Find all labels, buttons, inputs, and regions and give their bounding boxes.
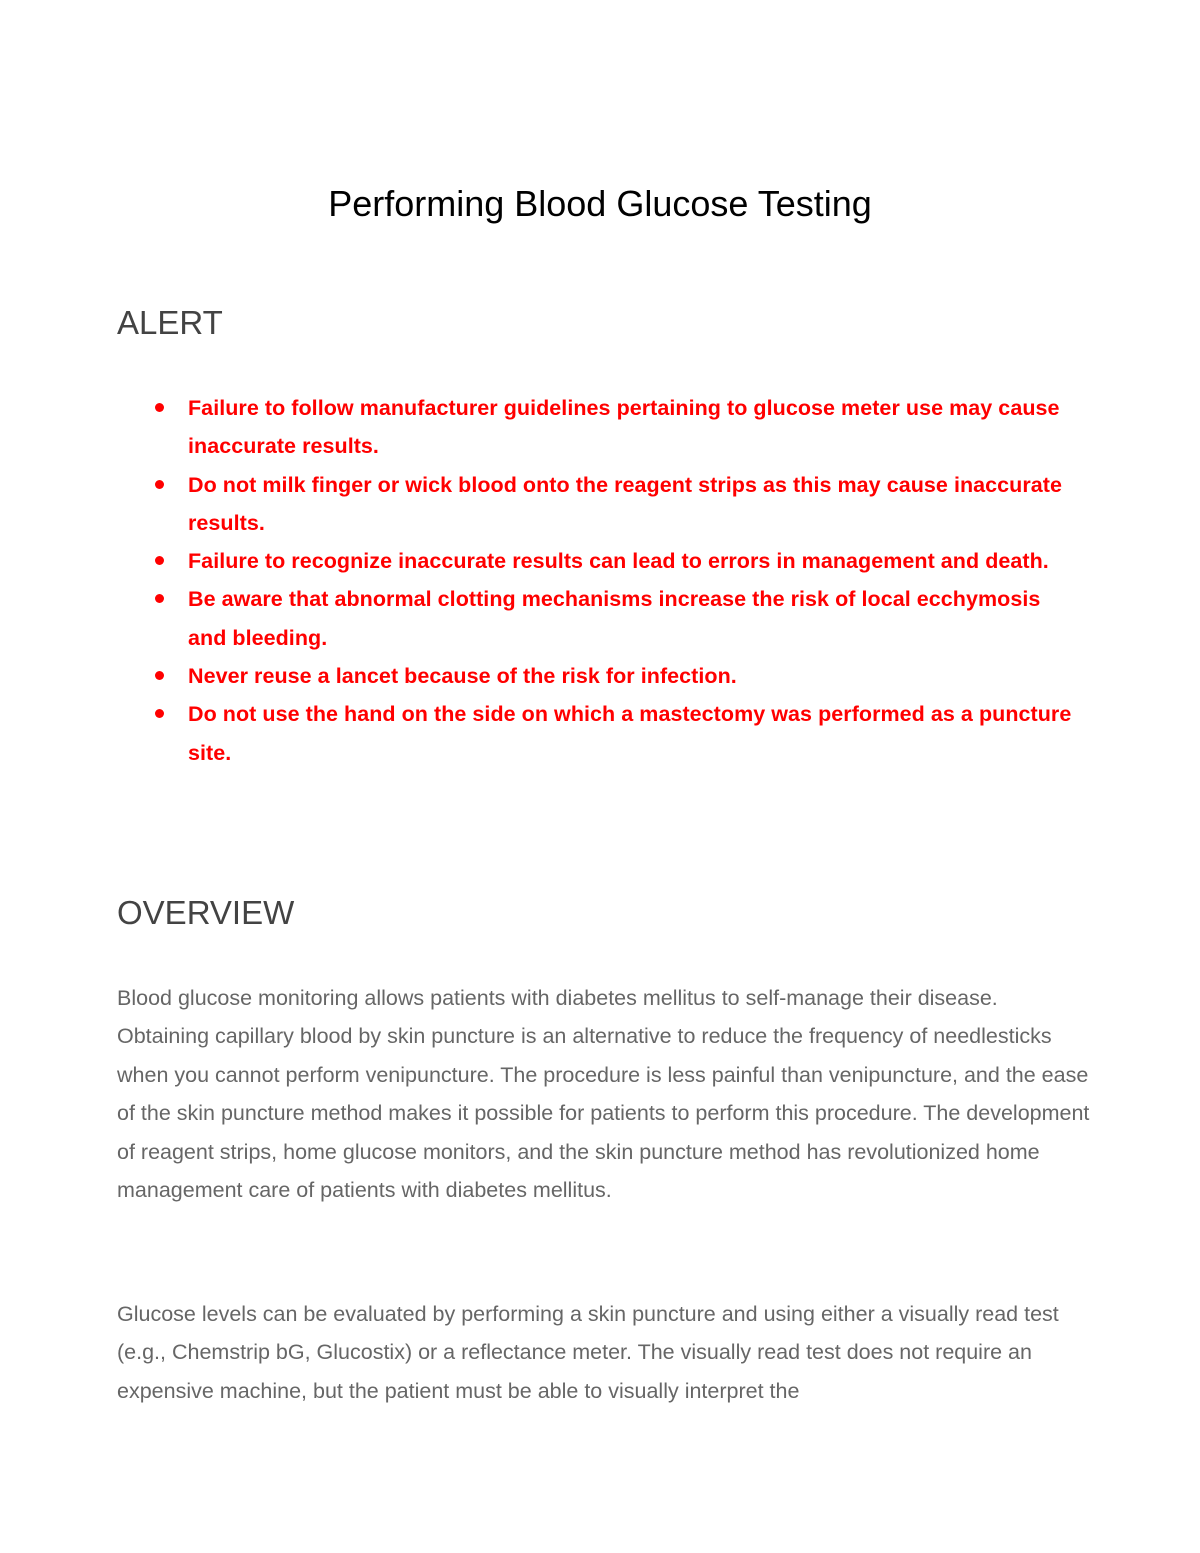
overview-heading: OVERVIEW xyxy=(117,894,295,931)
alert-heading: ALERT xyxy=(117,304,223,341)
alert-item-text: Failure to recognize inaccurate results can lead to errors in management and death. xyxy=(188,549,1049,574)
alert-item xyxy=(117,466,1077,543)
bullet-icon xyxy=(155,403,164,412)
alert-item-text: Never reuse a lancet because of the risk for infection. xyxy=(188,664,737,689)
bullet-icon xyxy=(155,671,164,680)
alert-list xyxy=(117,389,1077,772)
alert-item xyxy=(117,542,1077,580)
alert-item xyxy=(117,580,1077,657)
alert-item xyxy=(117,389,1077,466)
bullet-icon xyxy=(155,556,164,565)
bullet-icon xyxy=(155,480,164,489)
alert-item xyxy=(117,695,1077,772)
page-title: Performing Blood Glucose Testing xyxy=(328,183,872,224)
alert-item-text: Failure to follow manufacturer guidelines pertaining to glucose meter use may cause inaccurate results. xyxy=(188,396,1060,459)
bullet-icon xyxy=(155,709,164,718)
alert-item-text: Do not use the hand on the side on which a mastectomy was performed as a puncture site. xyxy=(188,702,1072,765)
alert-item-text: Do not milk finger or wick blood onto the reagent strips as this may cause inaccurate results. xyxy=(188,472,1063,535)
alert-item-text: Be aware that abnormal clotting mechanisms increase the risk of local ecchymosis and bleeding. xyxy=(188,587,1041,650)
alert-item xyxy=(117,657,1077,695)
bullet-icon xyxy=(155,594,164,603)
overview-paragraph: Glucose levels can be evaluated by performing a skin puncture and using either a visually read test (e.g., Chemstrip bG, Glucostix) or a reflectance meter. The visually read test does not require an expensive machine, but the patient must be able to visually interpret the xyxy=(117,1302,1059,1403)
overview-paragraph: Blood glucose monitoring allows patients with diabetes mellitus to self-manage their disease. Obtaining capillary blood by skin puncture is an alternative to reduce the frequency of needlesticks when you cannot perform venipuncture. The procedure is less painful than venipuncture, and the ease of the skin puncture method makes it possible for patients to perform this procedure. The development of reagent strips, home glucose monitors, and the skin puncture method has revolutionized home management care of patients with diabetes mellitus. xyxy=(117,986,1090,1203)
